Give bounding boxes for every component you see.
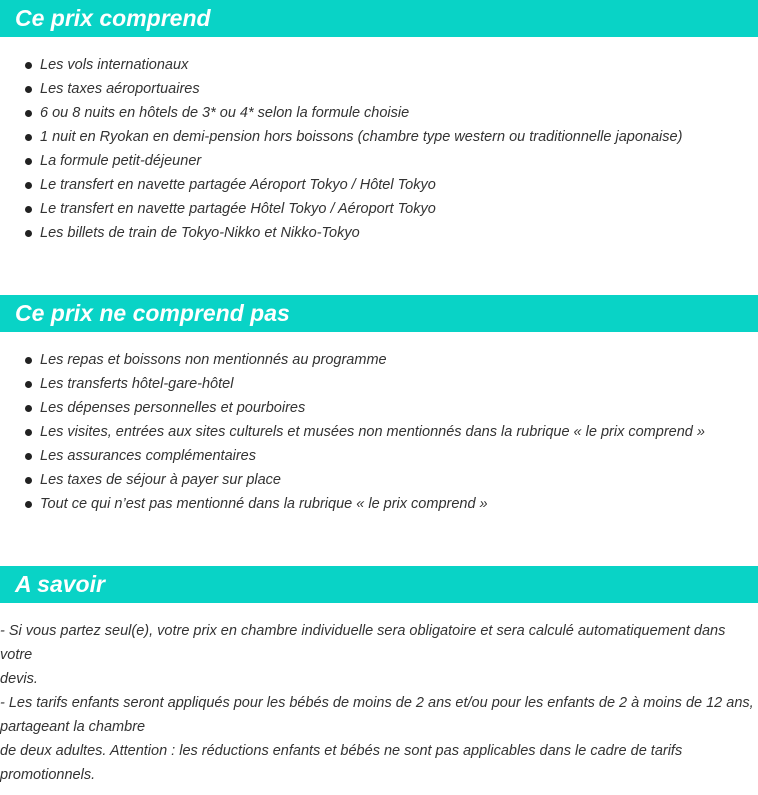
excludes-title: Ce prix ne comprend pas bbox=[15, 300, 290, 326]
savoir-title: A savoir bbox=[15, 571, 105, 597]
bullet-icon bbox=[25, 501, 32, 508]
bullet-icon bbox=[25, 62, 32, 69]
list-item bbox=[0, 221, 682, 245]
list-item bbox=[0, 492, 705, 516]
list-item bbox=[0, 173, 682, 197]
savoir-header bbox=[0, 566, 758, 603]
list-item-text: Les vols internationaux bbox=[40, 57, 189, 73]
bullet-icon bbox=[25, 230, 32, 237]
list-item bbox=[0, 444, 705, 468]
list-item-text: Les taxes aéroportuaires bbox=[40, 81, 200, 97]
savoir-content bbox=[0, 619, 758, 787]
bullet-icon bbox=[25, 158, 32, 165]
includes-title: Ce prix comprend bbox=[15, 5, 211, 31]
list-item-text: Les billets de train de Tokyo-Nikko et Nikko-Tokyo bbox=[40, 225, 360, 241]
bullet-icon bbox=[25, 477, 32, 484]
bullet-icon bbox=[25, 429, 32, 436]
list-item-text: Tout ce qui n’est pas mentionné dans la rubrique « le prix comprend » bbox=[40, 496, 488, 512]
bullet-icon bbox=[25, 381, 32, 388]
list-item-text: Les taxes de séjour à payer sur place bbox=[40, 472, 281, 488]
list-item-text: Le transfert en navette partagée Aéroport Tokyo / Hôtel Tokyo bbox=[40, 177, 436, 193]
list-item bbox=[0, 197, 682, 221]
bullet-icon bbox=[25, 182, 32, 189]
savoir-line: de deux adultes. Attention : les réductions enfants et bébés ne sont pas applicables dans le cadre de tarifs promotionnels. bbox=[0, 743, 683, 783]
list-item bbox=[0, 149, 682, 173]
bullet-icon bbox=[25, 110, 32, 117]
list-item bbox=[0, 53, 682, 77]
list-item-text: Le transfert en navette partagée Hôtel Tokyo / Aéroport Tokyo bbox=[40, 201, 436, 217]
list-item-text: 1 nuit en Ryokan en demi-pension hors boissons (chambre type western ou traditionnelle japonaise) bbox=[40, 129, 683, 145]
bullet-icon bbox=[25, 86, 32, 93]
list-item bbox=[0, 420, 705, 444]
list-item-text: Les assurances complémentaires bbox=[40, 448, 256, 464]
list-item-text: La formule petit-déjeuner bbox=[40, 153, 202, 169]
excludes-list bbox=[0, 348, 705, 516]
savoir-line: - Si vous partez seul(e), votre prix en chambre individuelle sera obligatoire et sera calculé automatiquement dans votre bbox=[0, 623, 726, 663]
list-item bbox=[0, 396, 705, 420]
list-item-text: Les dépenses personnelles et pourboires bbox=[40, 400, 306, 416]
excludes-header bbox=[0, 295, 758, 332]
includes-list bbox=[0, 53, 682, 245]
bullet-icon bbox=[25, 134, 32, 141]
list-item-text: 6 ou 8 nuits en hôtels de 3* ou 4* selon la formule choisie bbox=[40, 105, 410, 121]
list-item bbox=[0, 372, 705, 396]
savoir-line: devis. bbox=[0, 671, 38, 687]
list-item bbox=[0, 77, 682, 101]
savoir-line: - Les tarifs enfants seront appliqués pour les bébés de moins de 2 ans et/ou pour les enfants de 2 à moins de 12 ans, bbox=[0, 695, 754, 711]
list-item-text: Les repas et boissons non mentionnés au programme bbox=[40, 352, 387, 368]
list-item-text: Les transferts hôtel-gare-hôtel bbox=[40, 376, 234, 392]
list-item-text: Les visites, entrées aux sites culturels et musées non mentionnés dans la rubrique « le prix comprend » bbox=[40, 424, 705, 440]
list-item bbox=[0, 348, 705, 372]
bullet-icon bbox=[25, 357, 32, 364]
bullet-icon bbox=[25, 405, 32, 412]
list-item bbox=[0, 468, 705, 492]
list-item bbox=[0, 125, 682, 149]
list-item bbox=[0, 101, 682, 125]
bullet-icon bbox=[25, 206, 32, 213]
bullet-icon bbox=[25, 453, 32, 460]
savoir-line: partageant la chambre bbox=[0, 719, 146, 735]
includes-header bbox=[0, 0, 758, 37]
